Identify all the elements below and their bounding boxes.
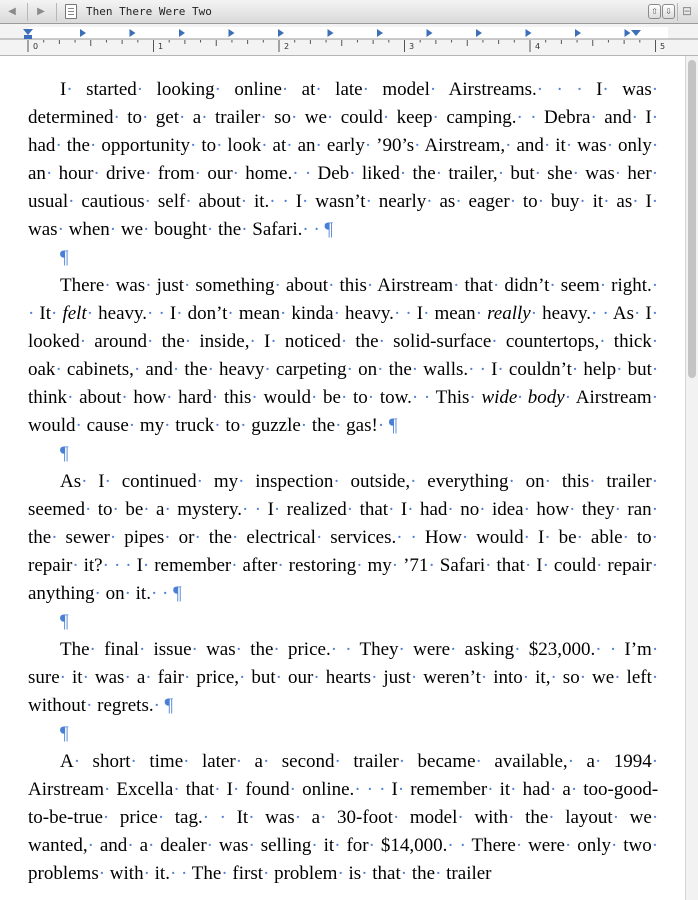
paragraph: The· final· issue· was· the· price.· · They· were· asking· $23,000.· · I’m· sure· it· was· a· fair· price,· but· our· hearts· just· weren’t· into· it,· so· we· left· without· regrets.· ¶: [28, 639, 659, 716]
paragraph-mark: ¶: [324, 219, 334, 240]
ruler-number: 4: [535, 42, 541, 51]
page-up-icon[interactable]: ⇧: [648, 4, 661, 19]
paragraph-mark: ¶: [173, 583, 182, 604]
ruler-tab-strip: [28, 27, 668, 39]
italic-text: felt: [62, 303, 87, 324]
paragraph-mark: ¶: [388, 415, 398, 436]
paragraph: There· was· just· something· about· this· Airstream· that· didn’t· seem· right.· · It· felt· heavy.· · I· don’t· mean· kinda· heavy.· · I· mean· really· heavy.· · As· I· looked· around· the· inside,· I· noticed· the· solid-surface· countertops,· thick· oak· cabinets,· and· the· heavy· carpeting· on· the· walls.· · I· couldn’t· help· but· think· about· how· hard· this· would· be· to· tow.· · This· wide· body· Airstream· would· cause· my· truck· to· guzzle· the· gas!· ¶: [28, 275, 659, 436]
ruler-number: 0: [33, 42, 39, 51]
empty-paragraph: ¶: [60, 247, 69, 268]
paragraph: A· short· time· later· a· second· trailer· became· available,· a· 1994· Airstream· Excella· that· I· found· online.· · · I· remember· it· had· a· too-good-to-be-true· price· tag.· · It· was· a· 30-foot· model· with· the· layout· we· wanted,· and· a· dealer· was· selling· it· for· $14,000.· · There· were· only· two· problems· with· it.· · The· first· problem· is· that· the· trailer: [28, 751, 659, 884]
divider: [56, 3, 57, 21]
empty-paragraph: ¶: [60, 443, 69, 464]
title-bar: [0, 0, 698, 24]
document-icon[interactable]: [65, 4, 77, 19]
divider: [27, 3, 28, 21]
paragraph: I· started· looking· online· at· late· model· Airstreams.· · · I· was· determined· to· get· a· trailer· so· we· could· keep· camping.· · Debra· and· I· had· the· opportunity· to· look· at· an· early· ’90’s· Airstream,· and· it· was· only· an· hour· drive· from· our· home.· · Deb· liked· the· trailer,· but· she· was· her· usual· cautious· self· about· it.· · I· wasn’t· nearly· as· eager· to· buy· it· as· I· was· when· we· bought· the· Safari.· · ¶: [28, 79, 659, 240]
divider: [677, 3, 678, 21]
document-text-area[interactable]: [28, 76, 658, 888]
empty-paragraph: ¶: [60, 611, 69, 632]
ruler[interactable]: [0, 24, 698, 56]
paragraph-mark: ¶: [164, 695, 174, 716]
split-view-icon[interactable]: ⊟: [681, 4, 693, 18]
scrollbar-thumb[interactable]: [688, 60, 696, 378]
empty-paragraph: ¶: [60, 723, 69, 744]
forward-arrow-icon[interactable]: ▶: [37, 6, 45, 17]
left-indent-marker: [24, 35, 32, 39]
ruler-number: 2: [284, 42, 290, 51]
italic-text: really: [487, 303, 531, 324]
ruler-number: 3: [409, 42, 415, 51]
ruler-ticks: [0, 24, 698, 56]
paragraph: As· I· continued· my· inspection· outside,· everything· on· this· trailer· seemed· to· be· a· mystery.· · I· realized· that· I· had· no· idea· how· they· ran· the· sewer· pipes· or· the· electrical· services.· · How· would· I· be· able· to· repair· it?· · · I· remember· after· restoring· my· ’71· Safari· that· I· could· repair· anything· on· it.· · ¶: [28, 471, 659, 604]
vertical-scrollbar[interactable]: [685, 56, 698, 900]
ruler-number: 1: [158, 42, 164, 51]
document-title[interactable]: Then There Were Two: [86, 5, 212, 18]
italic-text: wide· body: [481, 387, 565, 408]
page-down-icon[interactable]: ⇩: [662, 4, 675, 19]
ruler-number: 5: [660, 42, 666, 51]
back-arrow-icon[interactable]: ◀: [8, 6, 16, 17]
